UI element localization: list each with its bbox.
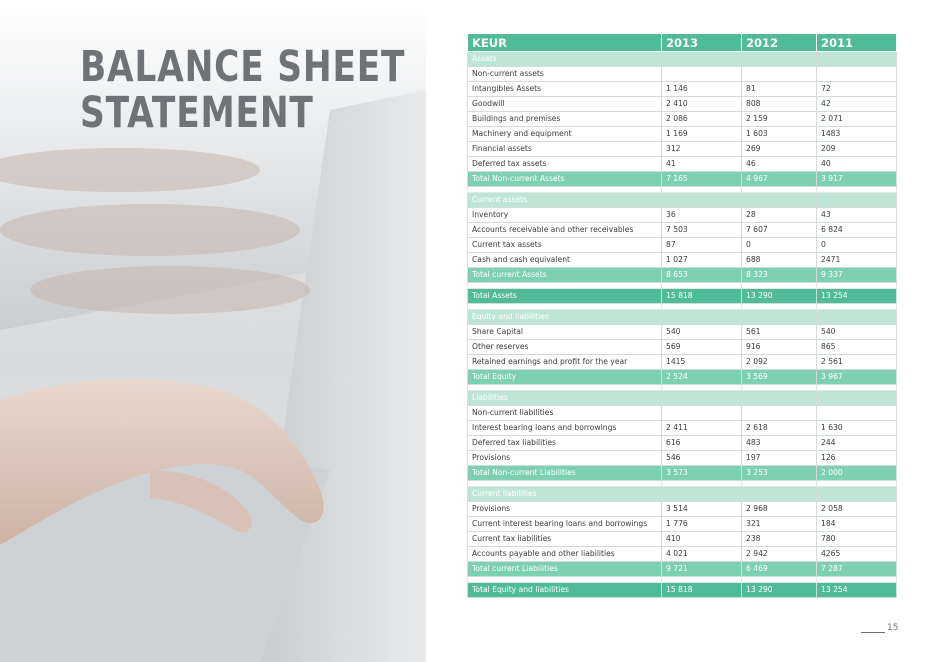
row-label: Equity and liabilities [468, 310, 662, 325]
value-2011: 2 561 [817, 355, 897, 370]
value-2011: 40 [817, 157, 897, 172]
row-label: Machinery and equipment [468, 127, 662, 142]
value-2011 [817, 67, 897, 82]
value-2011 [817, 487, 897, 502]
header-2011: 2011 [817, 34, 897, 52]
value-2011: 9 337 [817, 268, 897, 283]
value-2011: 126 [817, 451, 897, 466]
value-2013: 1 169 [662, 127, 742, 142]
row-label: Deferred tax liabilities [468, 436, 662, 451]
total-row [468, 370, 897, 385]
page-number: 15 [861, 623, 898, 633]
section-row [468, 310, 897, 325]
value-2012: 81 [742, 82, 817, 97]
row-label: Inventory [468, 208, 662, 223]
value-2012: 13 290 [742, 583, 817, 598]
row-label: Current tax assets [468, 238, 662, 253]
title-line-1: BALANCE SHEET [80, 42, 406, 92]
table-row [468, 340, 897, 355]
total-row [468, 583, 897, 598]
row-label: Total Non-current Assets [468, 172, 662, 187]
value-2011: 42 [817, 97, 897, 112]
row-label: Non-current assets [468, 67, 662, 82]
balance-sheet-table [467, 33, 897, 598]
row-label: Cash and cash equivalent [468, 253, 662, 268]
total-row [468, 172, 897, 187]
value-2012: 2 942 [742, 547, 817, 562]
value-2012: 483 [742, 436, 817, 451]
value-2011: 1483 [817, 127, 897, 142]
value-2012 [742, 391, 817, 406]
value-2012: 808 [742, 97, 817, 112]
row-label: Provisions [468, 502, 662, 517]
value-2011: 540 [817, 325, 897, 340]
table-row [468, 532, 897, 547]
table-row [468, 325, 897, 340]
value-2011: 0 [817, 238, 897, 253]
table-row [468, 142, 897, 157]
table-row [468, 355, 897, 370]
value-2011: 2 000 [817, 466, 897, 481]
value-2011: 43 [817, 208, 897, 223]
row-label: Share Capital [468, 325, 662, 340]
row-label: Financial assets [468, 142, 662, 157]
value-2011: 72 [817, 82, 897, 97]
row-label: Accounts payable and other liabilities [468, 547, 662, 562]
value-2012: 197 [742, 451, 817, 466]
row-label: Assets [468, 52, 662, 67]
value-2011 [817, 391, 897, 406]
value-2013: 7 165 [662, 172, 742, 187]
section-row [468, 487, 897, 502]
value-2011: 2 071 [817, 112, 897, 127]
value-2012: 7 607 [742, 223, 817, 238]
table-row [468, 127, 897, 142]
row-label: Liabilities [468, 391, 662, 406]
value-2011: 7 287 [817, 562, 897, 577]
value-2012 [742, 67, 817, 82]
table-row [468, 238, 897, 253]
value-2012 [742, 310, 817, 325]
value-2013: 2 410 [662, 97, 742, 112]
value-2013: 9 721 [662, 562, 742, 577]
value-2013: 15 818 [662, 289, 742, 304]
value-2013: 616 [662, 436, 742, 451]
row-label: Non-current liabilities [468, 406, 662, 421]
table-row [468, 82, 897, 97]
value-2011: 244 [817, 436, 897, 451]
table-header-row [468, 34, 897, 52]
value-2013: 2 524 [662, 370, 742, 385]
value-2013: 1 027 [662, 253, 742, 268]
table-body [468, 52, 897, 598]
value-2013 [662, 487, 742, 502]
table-row [468, 253, 897, 268]
section-row [468, 193, 897, 208]
row-label: Intangibles Assets [468, 82, 662, 97]
row-label: Total Equity [468, 370, 662, 385]
value-2013: 2 411 [662, 421, 742, 436]
table-row [468, 157, 897, 172]
value-2012: 28 [742, 208, 817, 223]
value-2013: 569 [662, 340, 742, 355]
table-row [468, 517, 897, 532]
value-2011: 209 [817, 142, 897, 157]
value-2013 [662, 310, 742, 325]
value-2012: 1 603 [742, 127, 817, 142]
value-2012: 2 968 [742, 502, 817, 517]
row-label: Current tax liabilities [468, 532, 662, 547]
value-2013 [662, 52, 742, 67]
row-label: Current assets [468, 193, 662, 208]
value-2013: 1 776 [662, 517, 742, 532]
table-row [468, 208, 897, 223]
value-2011: 3 967 [817, 370, 897, 385]
table-row [468, 223, 897, 238]
value-2013: 312 [662, 142, 742, 157]
value-2012: 3 253 [742, 466, 817, 481]
table-row [468, 421, 897, 436]
header-keur: KEUR [468, 34, 662, 52]
row-label: Buildings and premises [468, 112, 662, 127]
row-label: Deferred tax assets [468, 157, 662, 172]
value-2011: 13 254 [817, 289, 897, 304]
row-label: Retained earnings and profit for the year [468, 355, 662, 370]
page-title [80, 44, 405, 136]
row-label: Total current Liabilities [468, 562, 662, 577]
value-2011 [817, 310, 897, 325]
title-line-2: STATEMENT [80, 88, 314, 138]
total-row [468, 268, 897, 283]
table-row [468, 67, 897, 82]
value-2011 [817, 52, 897, 67]
value-2013: 87 [662, 238, 742, 253]
section-row [468, 52, 897, 67]
section-row [468, 391, 897, 406]
value-2013 [662, 67, 742, 82]
value-2012 [742, 52, 817, 67]
value-2013: 2 086 [662, 112, 742, 127]
row-label: Total Non-current Liabilities [468, 466, 662, 481]
row-label: Interest bearing loans and borrowings [468, 421, 662, 436]
value-2013 [662, 391, 742, 406]
value-2013: 36 [662, 208, 742, 223]
table-row [468, 112, 897, 127]
row-label: Goodwill [468, 97, 662, 112]
value-2012: 2 618 [742, 421, 817, 436]
value-2011: 4265 [817, 547, 897, 562]
value-2012 [742, 193, 817, 208]
value-2012: 238 [742, 532, 817, 547]
value-2012: 13 290 [742, 289, 817, 304]
header-2013: 2013 [662, 34, 742, 52]
value-2013: 410 [662, 532, 742, 547]
value-2012 [742, 406, 817, 421]
value-2011: 13 254 [817, 583, 897, 598]
table-row [468, 406, 897, 421]
value-2011: 1 630 [817, 421, 897, 436]
value-2012: 688 [742, 253, 817, 268]
row-label: Total Assets [468, 289, 662, 304]
value-2012: 2 092 [742, 355, 817, 370]
total-row [468, 562, 897, 577]
value-2012: 269 [742, 142, 817, 157]
value-2013: 7 503 [662, 223, 742, 238]
value-2012: 6 469 [742, 562, 817, 577]
header-2012: 2012 [742, 34, 817, 52]
value-2013: 8 653 [662, 268, 742, 283]
value-2013: 1415 [662, 355, 742, 370]
value-2011: 3 917 [817, 172, 897, 187]
table-row [468, 436, 897, 451]
total-row [468, 289, 897, 304]
value-2012: 916 [742, 340, 817, 355]
table-row [468, 547, 897, 562]
value-2013: 546 [662, 451, 742, 466]
value-2013: 41 [662, 157, 742, 172]
value-2011 [817, 406, 897, 421]
value-2012: 0 [742, 238, 817, 253]
row-label: Current interest bearing loans and borrowings [468, 517, 662, 532]
value-2011: 780 [817, 532, 897, 547]
value-2013: 3 514 [662, 502, 742, 517]
value-2013 [662, 406, 742, 421]
value-2012: 8 323 [742, 268, 817, 283]
value-2013: 3 573 [662, 466, 742, 481]
value-2013: 4 021 [662, 547, 742, 562]
row-label: Current liabilities [468, 487, 662, 502]
value-2013: 15 818 [662, 583, 742, 598]
value-2012: 561 [742, 325, 817, 340]
table-row [468, 502, 897, 517]
value-2011: 184 [817, 517, 897, 532]
value-2012: 46 [742, 157, 817, 172]
row-label: Total Equity and liabilities [468, 583, 662, 598]
value-2012: 4 967 [742, 172, 817, 187]
table-row [468, 451, 897, 466]
value-2012: 3 569 [742, 370, 817, 385]
value-2011: 6 824 [817, 223, 897, 238]
value-2011: 2 058 [817, 502, 897, 517]
value-2012: 2 159 [742, 112, 817, 127]
row-label: Total current Assets [468, 268, 662, 283]
value-2013: 540 [662, 325, 742, 340]
value-2012: 321 [742, 517, 817, 532]
value-2011: 2471 [817, 253, 897, 268]
total-row [468, 466, 897, 481]
value-2013: 1 146 [662, 82, 742, 97]
table-row [468, 97, 897, 112]
row-label: Other reserves [468, 340, 662, 355]
value-2011: 865 [817, 340, 897, 355]
value-2011 [817, 193, 897, 208]
value-2013 [662, 193, 742, 208]
value-2012 [742, 487, 817, 502]
row-label: Provisions [468, 451, 662, 466]
row-label: Accounts receivable and other receivables [468, 223, 662, 238]
